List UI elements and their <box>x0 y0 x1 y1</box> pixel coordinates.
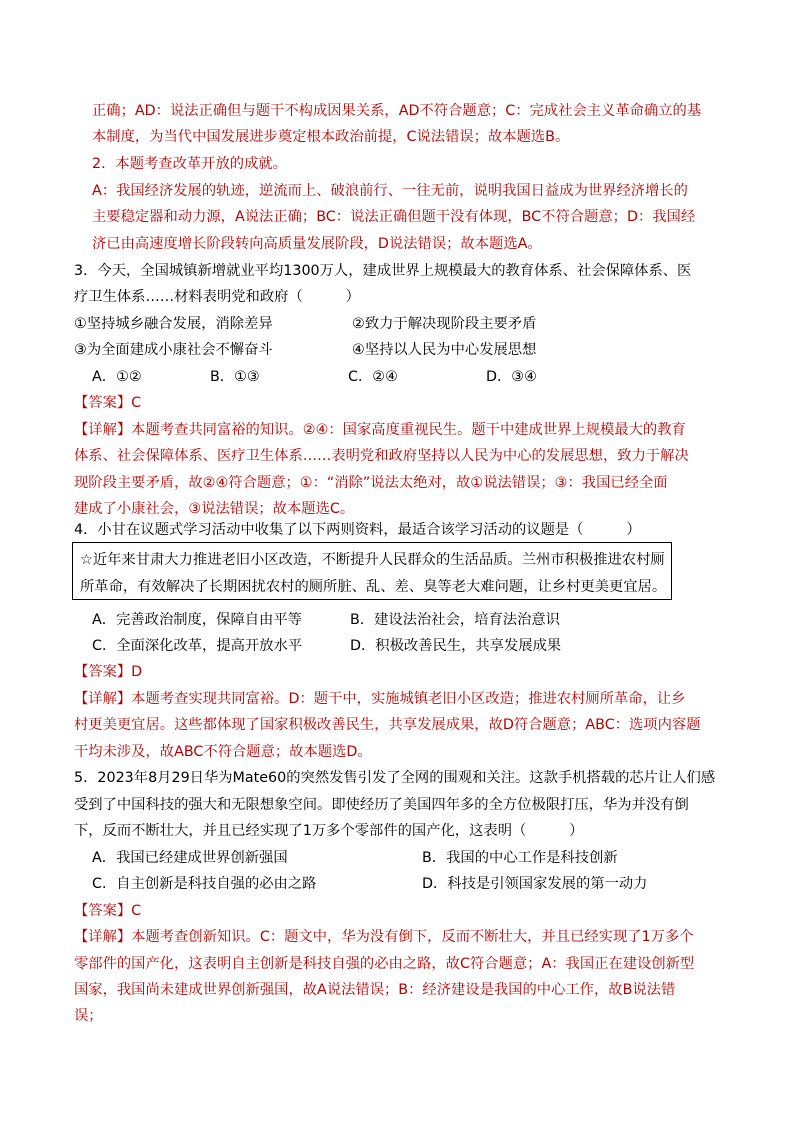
q5-detail-line-4: 误； <box>74 1008 103 1024</box>
q3-statement-3: ③为全面建成小康社会不懈奋斗 <box>74 342 273 358</box>
q4-answer: 【答案】D <box>74 664 143 680</box>
q3-option-b: B．①③ <box>210 369 260 385</box>
q2-explanation-line-3: 济已由高速度增长阶段转向高质量发展阶段，D说法错误；故本题选A。 <box>92 236 542 252</box>
q5-option-b: B．我国的中心工作是科技创新 <box>422 850 618 866</box>
q5-answer: 【答案】C <box>74 903 142 919</box>
q3-option-d: D．③④ <box>486 369 537 385</box>
q4-detail-line-1: 【详解】本题考查实现共同富裕。D：题干中，实施城镇老旧小区改造；推进农村厕所革命，让乡 <box>74 691 686 707</box>
q5-option-d: D．科技是引领国家发展的第一动力 <box>422 876 648 892</box>
q3-statement-1: ①坚持城乡融合发展，消除差异 <box>74 316 273 332</box>
q2-heading: 2．本题考查改革开放的成就。 <box>92 156 287 172</box>
q4-option-d: D．积极改善民生，共享发展成果 <box>350 638 562 654</box>
q5-stem-line-3: 下，反而不断壮大，并且已经实现了1万多个零部件的国产化，这表明（ ） <box>74 823 584 839</box>
q3-option-c: C．②④ <box>348 369 398 385</box>
q4-material-line-2: 所革命，有效解决了长期困扰农村的厕所脏、乱、差、臭等老大难问题，让乡村更美更宜居。 <box>80 579 667 595</box>
q3-detail-line-2: 体系、社会保障体系、医疗卫生体系……表明党和政府坚持以人民为中心的发展思想，致力于解决 <box>74 448 689 464</box>
q3-answer: 【答案】C <box>74 395 142 411</box>
q4-option-b: B．建设法治社会，培育法治意识 <box>350 612 560 628</box>
q3-statement-4: ④坚持以人民为中心发展思想 <box>352 342 537 358</box>
q3-stem-line-2: 疗卫生体系……材料表明党和政府（ ） <box>74 289 360 305</box>
q4-material-line-1: ☆近年来甘肃大力推进老旧小区改造，不断提升人民群众的生活品质。兰州市积极推进农村厕 <box>80 552 665 568</box>
q4-option-c: C．全面深化改革，提高开放水平 <box>92 638 303 654</box>
q3-detail-line-4: 建成了小康社会，③说法错误；故本题选C。 <box>74 501 355 517</box>
q1-explanation-line-2: 本制度，为当代中国发展进步奠定根本政治前提，C说法错误；故本题选B。 <box>92 129 570 145</box>
q5-option-c: C．自主创新是科技自强的必由之路 <box>92 876 317 892</box>
q4-option-a: A．完善政治制度，保障自由平等 <box>92 612 302 628</box>
q2-explanation-line-2: 主要稳定器和动力源，A说法正确；BC：说法正确但题干没有体现，BC不符合题意；D：我国经 <box>92 209 696 225</box>
q5-stem-line-2: 受到了中国科技的强大和无限想象空间。即使经历了美国四年多的全方位极限打压，华为并没有倒 <box>74 797 689 813</box>
q3-detail-line-1: 【详解】本题考查共同富裕的知识。②④：国家高度重视民生。题干中建成世界上规模最大的教育 <box>74 422 686 438</box>
q4-stem: 4．小甘在议题式学习活动中收集了以下两则资料，最适合该学习活动的议题是（ ） <box>74 522 641 538</box>
q3-option-a: A．①② <box>92 369 142 385</box>
q3-stem-line-1: 3．今天，全国城镇新增就业平均1300万人，建成世界上规模最大的教育体系、社会保障体系、医 <box>74 263 692 279</box>
q2-explanation-line-1: A：我国经济发展的轨迹，逆流而上、破浪前行、一往无前，说明我国日益成为世界经济增长的 <box>92 183 688 199</box>
q1-explanation-line-1: 正确；AD：说法正确但与题干不构成因果关系，AD不符合题意；C：完成社会主义革命确立的基 <box>92 103 702 119</box>
q4-detail-line-3: 干均未涉及，故ABC不符合题意；故本题选D。 <box>74 744 372 760</box>
q3-detail-line-3: 现阶段主要矛盾，故②④符合题意；①：“消除”说法太绝对，故①说法错误；③：我国已经全面 <box>74 475 668 491</box>
q4-detail-line-2: 村更美更宜居。这些都体现了国家积极改善民生，共享发展成果，故D符合题意；ABC：选项内容题 <box>74 717 701 733</box>
q5-detail-line-2: 零部件的国产化，这表明自主创新是科技自强的必由之路，故C符合题意；A：我国正在建设创新型 <box>74 956 695 972</box>
q5-detail-line-1: 【详解】本题考查创新知识。C：题文中，华为没有倒下，反而不断壮大，并且已经实现了1万多个 <box>74 929 694 945</box>
q5-stem-line-1: 5．2023年8月29日华为Mate60的突然发售引发了全网的围观和关注。这款手机搭载的芯片让人们感 <box>74 770 716 786</box>
q5-detail-line-3: 国家，我国尚未建成世界创新强国，故A说法错误；B：经济建设是我国的中心工作，故B说法错 <box>74 982 676 998</box>
q3-statement-2: ②致力于解决现阶段主要矛盾 <box>352 316 537 332</box>
q5-option-a: A．我国已经建成世界创新强国 <box>92 850 288 866</box>
